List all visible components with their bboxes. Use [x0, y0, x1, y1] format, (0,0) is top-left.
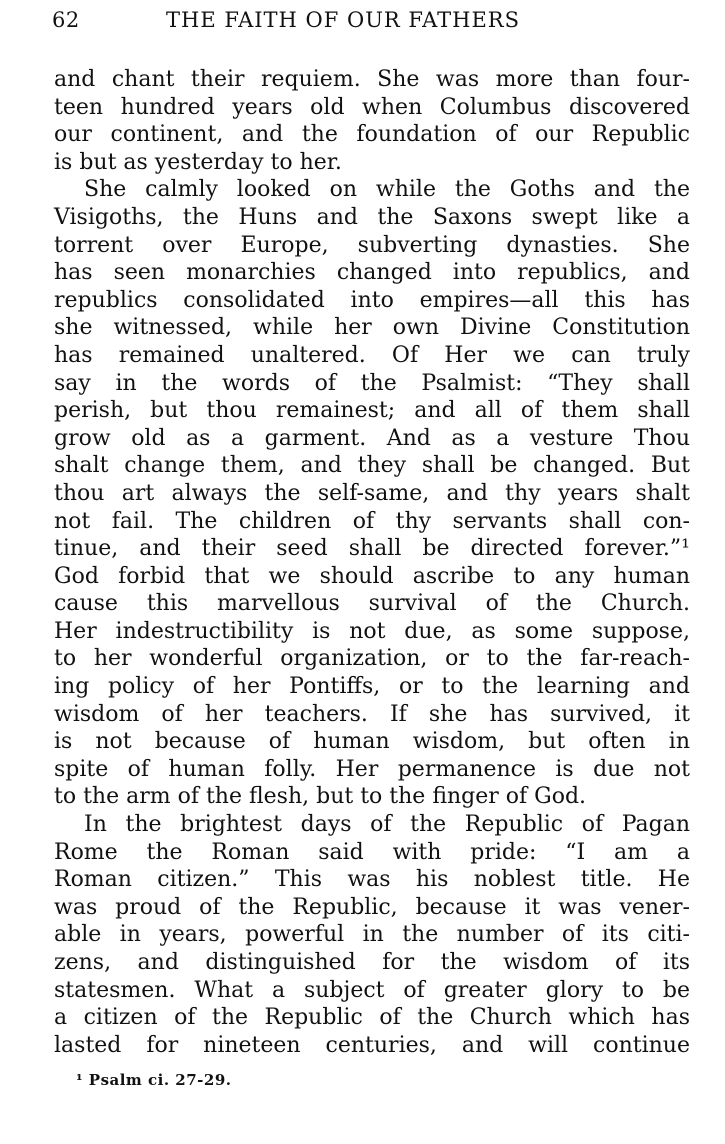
text-line: ing policy of her Pontiffs, or to the learning and	[54, 674, 690, 700]
text-line: Her indestructibility is not due, as some suppose,	[54, 618, 690, 644]
text-line: Visigoths, the Huns and the Saxons swept like a	[54, 204, 690, 230]
text-line: torrent over Europe, subverting dynasties. She	[54, 232, 690, 258]
text-line: spite of human folly. Her permanence is due not	[54, 756, 690, 782]
text-line: teen hundred years old when Columbus discovered	[54, 94, 690, 120]
text-line: God forbid that we should ascribe to any human	[54, 563, 690, 589]
text-line: and chant their requiem. She was more than four-	[54, 67, 690, 92]
text-line: has remained unaltered. Of Her we can truly	[54, 342, 690, 368]
text-line: say in the words of the Psalmist: “They shall	[54, 370, 690, 396]
text-line: perish, but thou remainest; and all of them shall	[54, 398, 690, 424]
text-line: In the brightest days of the Republic of Pagan	[84, 812, 690, 838]
running-title: THE FAITH OF OUR FATHERS	[166, 8, 521, 32]
text-line: lasted for nineteen centuries, and will continue	[54, 1032, 690, 1058]
text-line: shalt change them, and they shall be changed. But	[54, 453, 690, 479]
text-line: to the arm of the flesh, but to the finger of God.	[54, 784, 587, 810]
text-line: our continent, and the foundation of our Republic	[54, 122, 690, 148]
text-line: has seen monarchies changed into republics, and	[54, 260, 690, 286]
text-line: not fail. The children of thy servants shall con-	[54, 508, 690, 534]
text-line: Roman citizen.” This was his noblest title. He	[54, 867, 690, 893]
page-number: 62	[52, 8, 80, 32]
text-line: she witnessed, while her own Divine Constitution	[54, 315, 690, 341]
text-line: wisdom of her teachers. If she has survived, it	[54, 701, 690, 727]
text-line: grow old as a garment. And as a vesture Thou	[54, 425, 690, 451]
text-line: is but as yesterday to her.	[54, 149, 342, 175]
body-text	[54, 66, 690, 1059]
footnote: ¹ Psalm ci. 27-29.	[76, 1071, 232, 1089]
text-line: republics consolidated into empires—all this has	[54, 287, 690, 313]
text-line: able in years, powerful in the number of its citi-	[54, 922, 690, 948]
text-line: is not because of human wisdom, but often in	[54, 729, 690, 755]
text-line: tinue, and their seed shall be directed forever.”¹	[54, 536, 690, 562]
text-line: cause this marvellous survival of the Church.	[54, 591, 690, 617]
running-head	[52, 8, 692, 38]
text-line: thou art always the self-same, and thy years shalt	[54, 480, 690, 506]
text-line: statesmen. What a subject of greater glory to be	[54, 977, 690, 1003]
text-line: a citizen of the Republic of the Church which has	[54, 1005, 690, 1031]
text-line: She calmly looked on while the Goths and the	[84, 177, 690, 203]
text-line: to her wonderful organization, or to the far-reach-	[54, 646, 690, 672]
text-line: zens, and distinguished for the wisdom of its	[54, 950, 690, 975]
text-line: Rome the Roman said with pride: “I am a	[54, 839, 690, 865]
text-line: was proud of the Republic, because it was vener-	[54, 894, 690, 920]
